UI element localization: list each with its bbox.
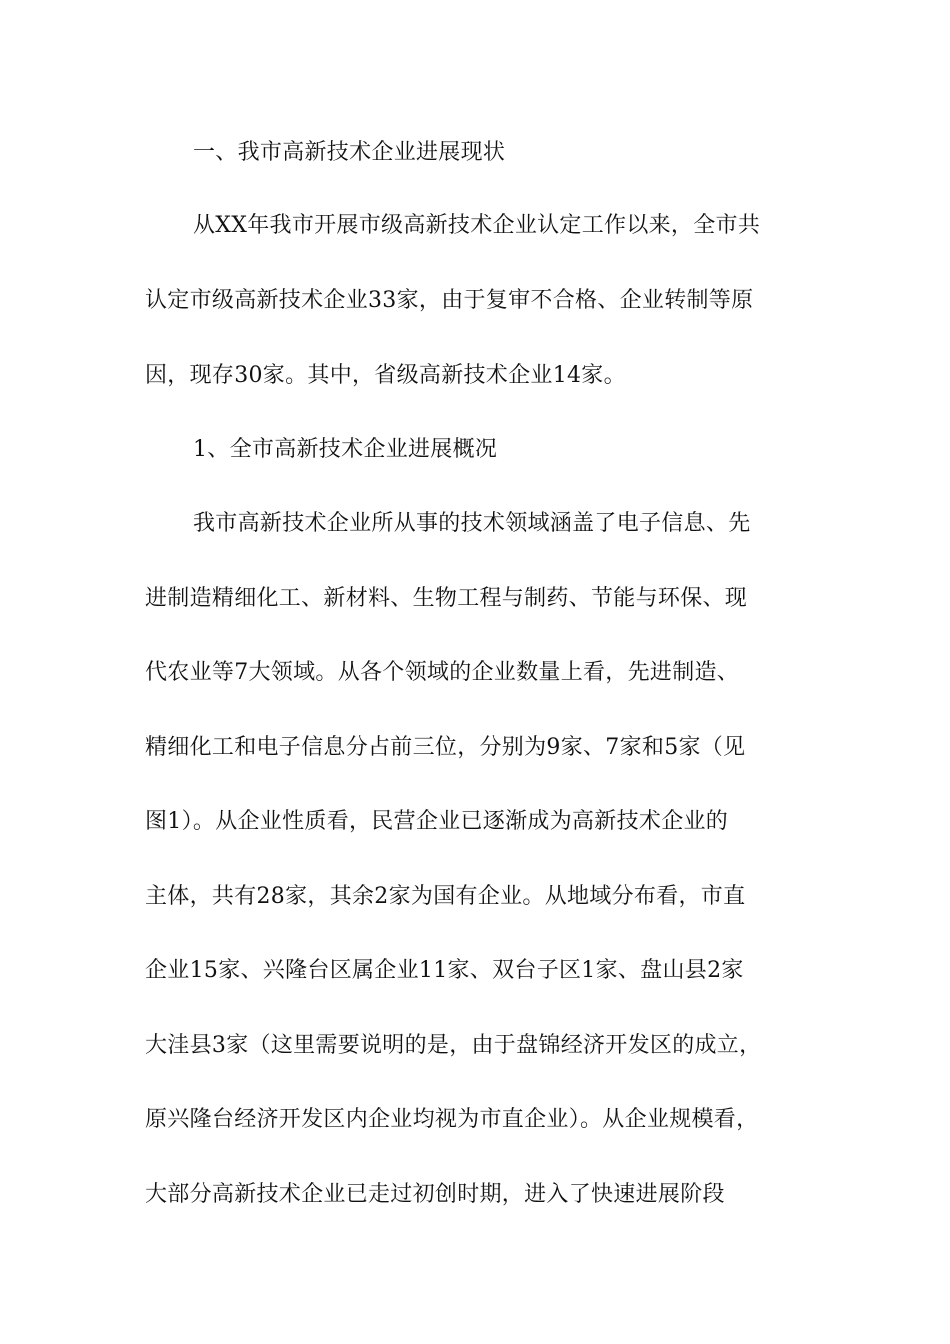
paragraph-line: 从XX年我市开展市级高新技术企业认定工作以来，全市共 bbox=[193, 213, 761, 238]
section-heading: 一、我市高新技术企业进展现状 bbox=[193, 140, 506, 165]
paragraph-line: 因，现存30家。其中，省级高新技术企业14家。 bbox=[145, 363, 626, 388]
subsection-heading: 1、全市高新技术企业进展概况 bbox=[193, 437, 498, 462]
paragraph-line: 图1）。从企业性质看，民营企业已逐渐成为高新技术企业的 bbox=[145, 809, 729, 834]
paragraph-line: 主体，共有28家，其余2家为国有企业。从地域分布看，市直 bbox=[145, 884, 746, 909]
paragraph-line: 大洼县3家（这里需要说明的是，由于盘锦经济开发区的成立， bbox=[145, 1033, 762, 1058]
paragraph-line: 大部分高新技术企业已走过初创时期，进入了快速进展阶段 bbox=[145, 1182, 725, 1207]
paragraph-line: 进制造精细化工、新材料、生物工程与制药、节能与环保、现 bbox=[145, 586, 748, 611]
paragraph-line: 我市高新技术企业所从事的技术领域涵盖了电子信息、先 bbox=[193, 511, 751, 536]
paragraph-line: 精细化工和电子信息分占前三位，分别为9家、7家和5家（见 bbox=[145, 735, 746, 760]
paragraph-line: 认定市级高新技术企业33家，由于复审不合格、企业转制等原 bbox=[145, 288, 754, 313]
paragraph-line: 代农业等7大领域。从各个领域的企业数量上看，先进制造、 bbox=[145, 660, 740, 685]
paragraph-line: 企业15家、兴隆台区属企业11家、双台子区1家、盘山县2家 bbox=[145, 958, 744, 983]
paragraph-line: 原兴隆台经济开发区内企业均视为市直企业）。从企业规模看， bbox=[145, 1107, 759, 1132]
